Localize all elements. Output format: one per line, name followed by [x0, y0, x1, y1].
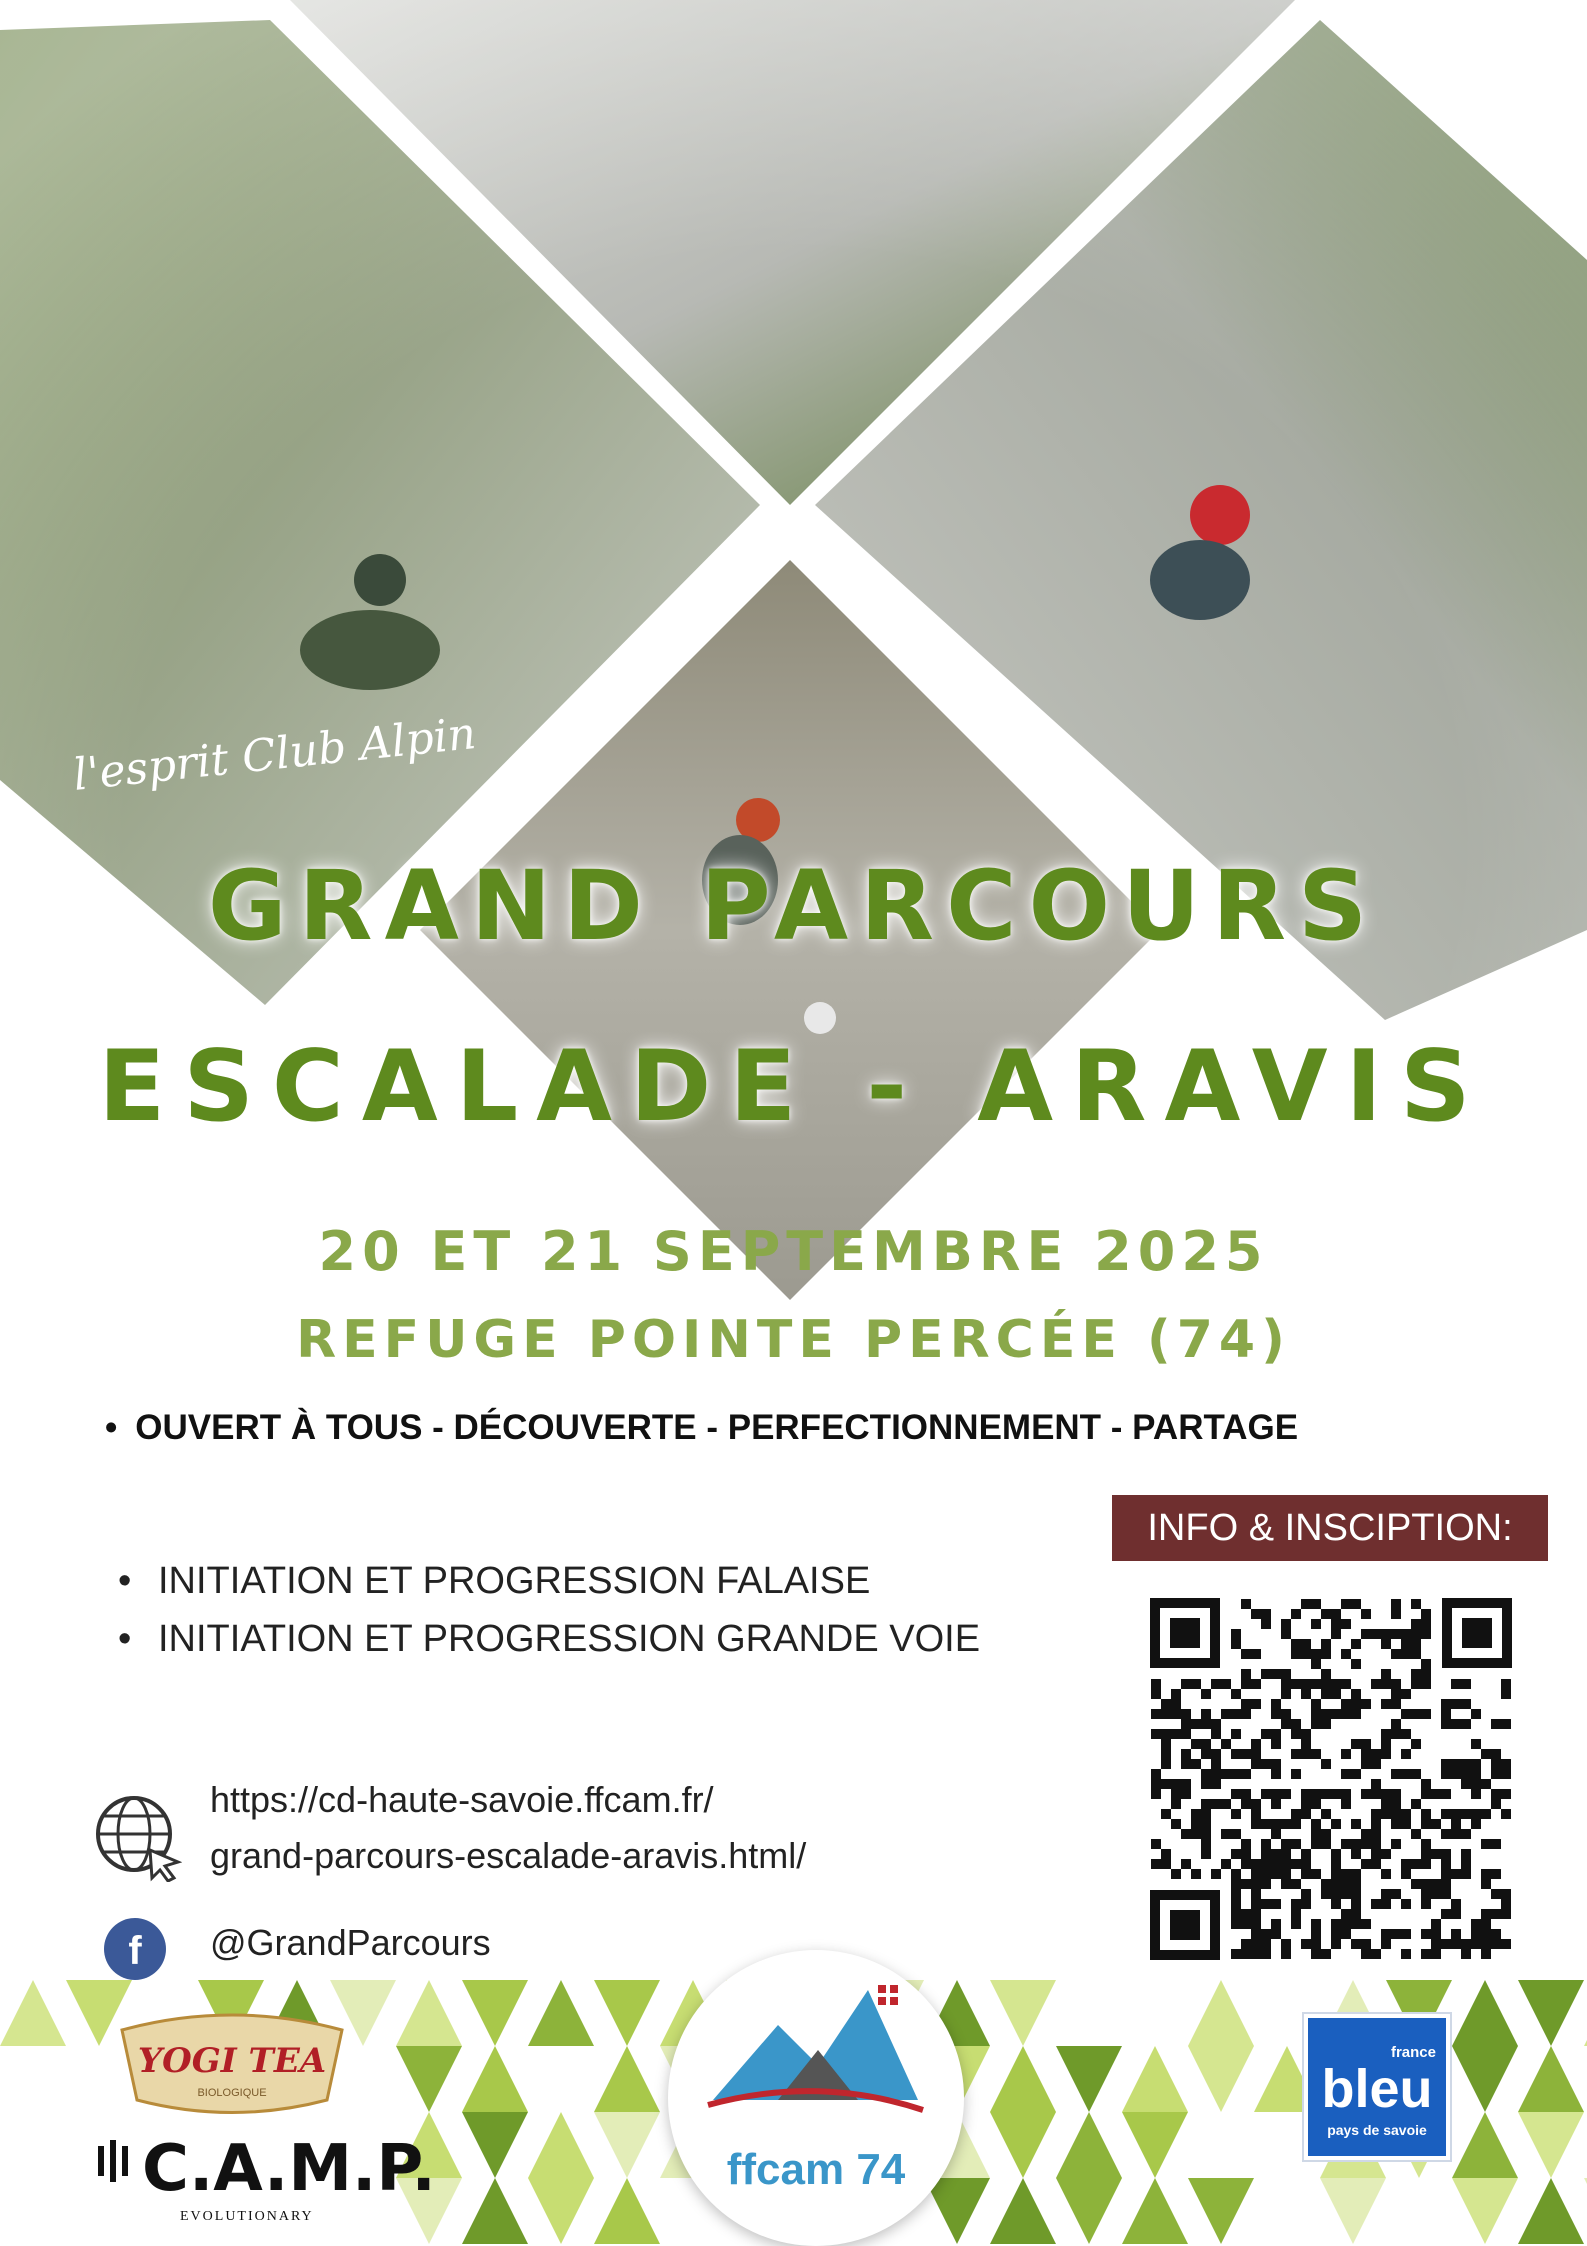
- camp-logo: [92, 2128, 462, 2228]
- main-bullet: [105, 1408, 1298, 1448]
- yogi-tea-logo: [112, 2010, 352, 2120]
- globe-cursor-icon: [92, 1792, 182, 1882]
- event-location: REFUGE POINTE PERCÉE (74): [296, 1310, 1291, 1370]
- yogi-tea-sub: BIOLOGIQUE: [197, 2087, 267, 2099]
- activity-list: [118, 1560, 980, 1676]
- info-inscription-badge: INFO & INSCIPTION:: [1112, 1495, 1548, 1561]
- main-bullet-text: OUVERT À TOUS - DÉCOUVERTE - PERFECTIONNEMENT - PARTAGE: [135, 1408, 1299, 1447]
- yogi-tea-text: YOGI TEA: [137, 2041, 327, 2081]
- title-line-1: GRAND PARCOURS: [207, 850, 1380, 962]
- mountain-icon: [668, 1950, 964, 2150]
- facebook-handle[interactable]: @GrandParcours: [210, 1922, 491, 1963]
- svg-text:f: f: [128, 1929, 142, 1973]
- list-item: • INITIATION ET PROGRESSION GRANDE VOIE: [118, 1618, 981, 1660]
- ffcam-logo: [668, 1950, 964, 2246]
- qr-code[interactable]: [1150, 1598, 1512, 1960]
- france-bleu-logo: france bleu pays de savoie: [1304, 2014, 1450, 2160]
- list-item: • INITIATION ET PROGRESSION FALAISE: [118, 1560, 871, 1602]
- bullet-dot: •: [105, 1408, 118, 1447]
- facebook-icon[interactable]: [104, 1918, 166, 1980]
- ffcam-label: ffcam 74: [726, 2145, 906, 2194]
- website-url-line-2[interactable]: grand-parcours-escalade-aravis.html/: [210, 1835, 807, 1876]
- signature-watermark: l'esprit Club Alpin: [70, 707, 479, 801]
- camp-text: C.A.M.P.: [142, 2132, 436, 2206]
- title-line-2: ESCALADE - ARAVIS: [98, 1030, 1489, 1144]
- camp-sub: EVOLUTIONARY: [180, 2209, 314, 2224]
- event-date: 20 ET 21 SEPTEMBRE 2025: [318, 1220, 1269, 1283]
- website-url-line-1[interactable]: https://cd-haute-savoie.ffcam.fr/: [210, 1779, 714, 1820]
- website-url[interactable]: [210, 1772, 806, 1884]
